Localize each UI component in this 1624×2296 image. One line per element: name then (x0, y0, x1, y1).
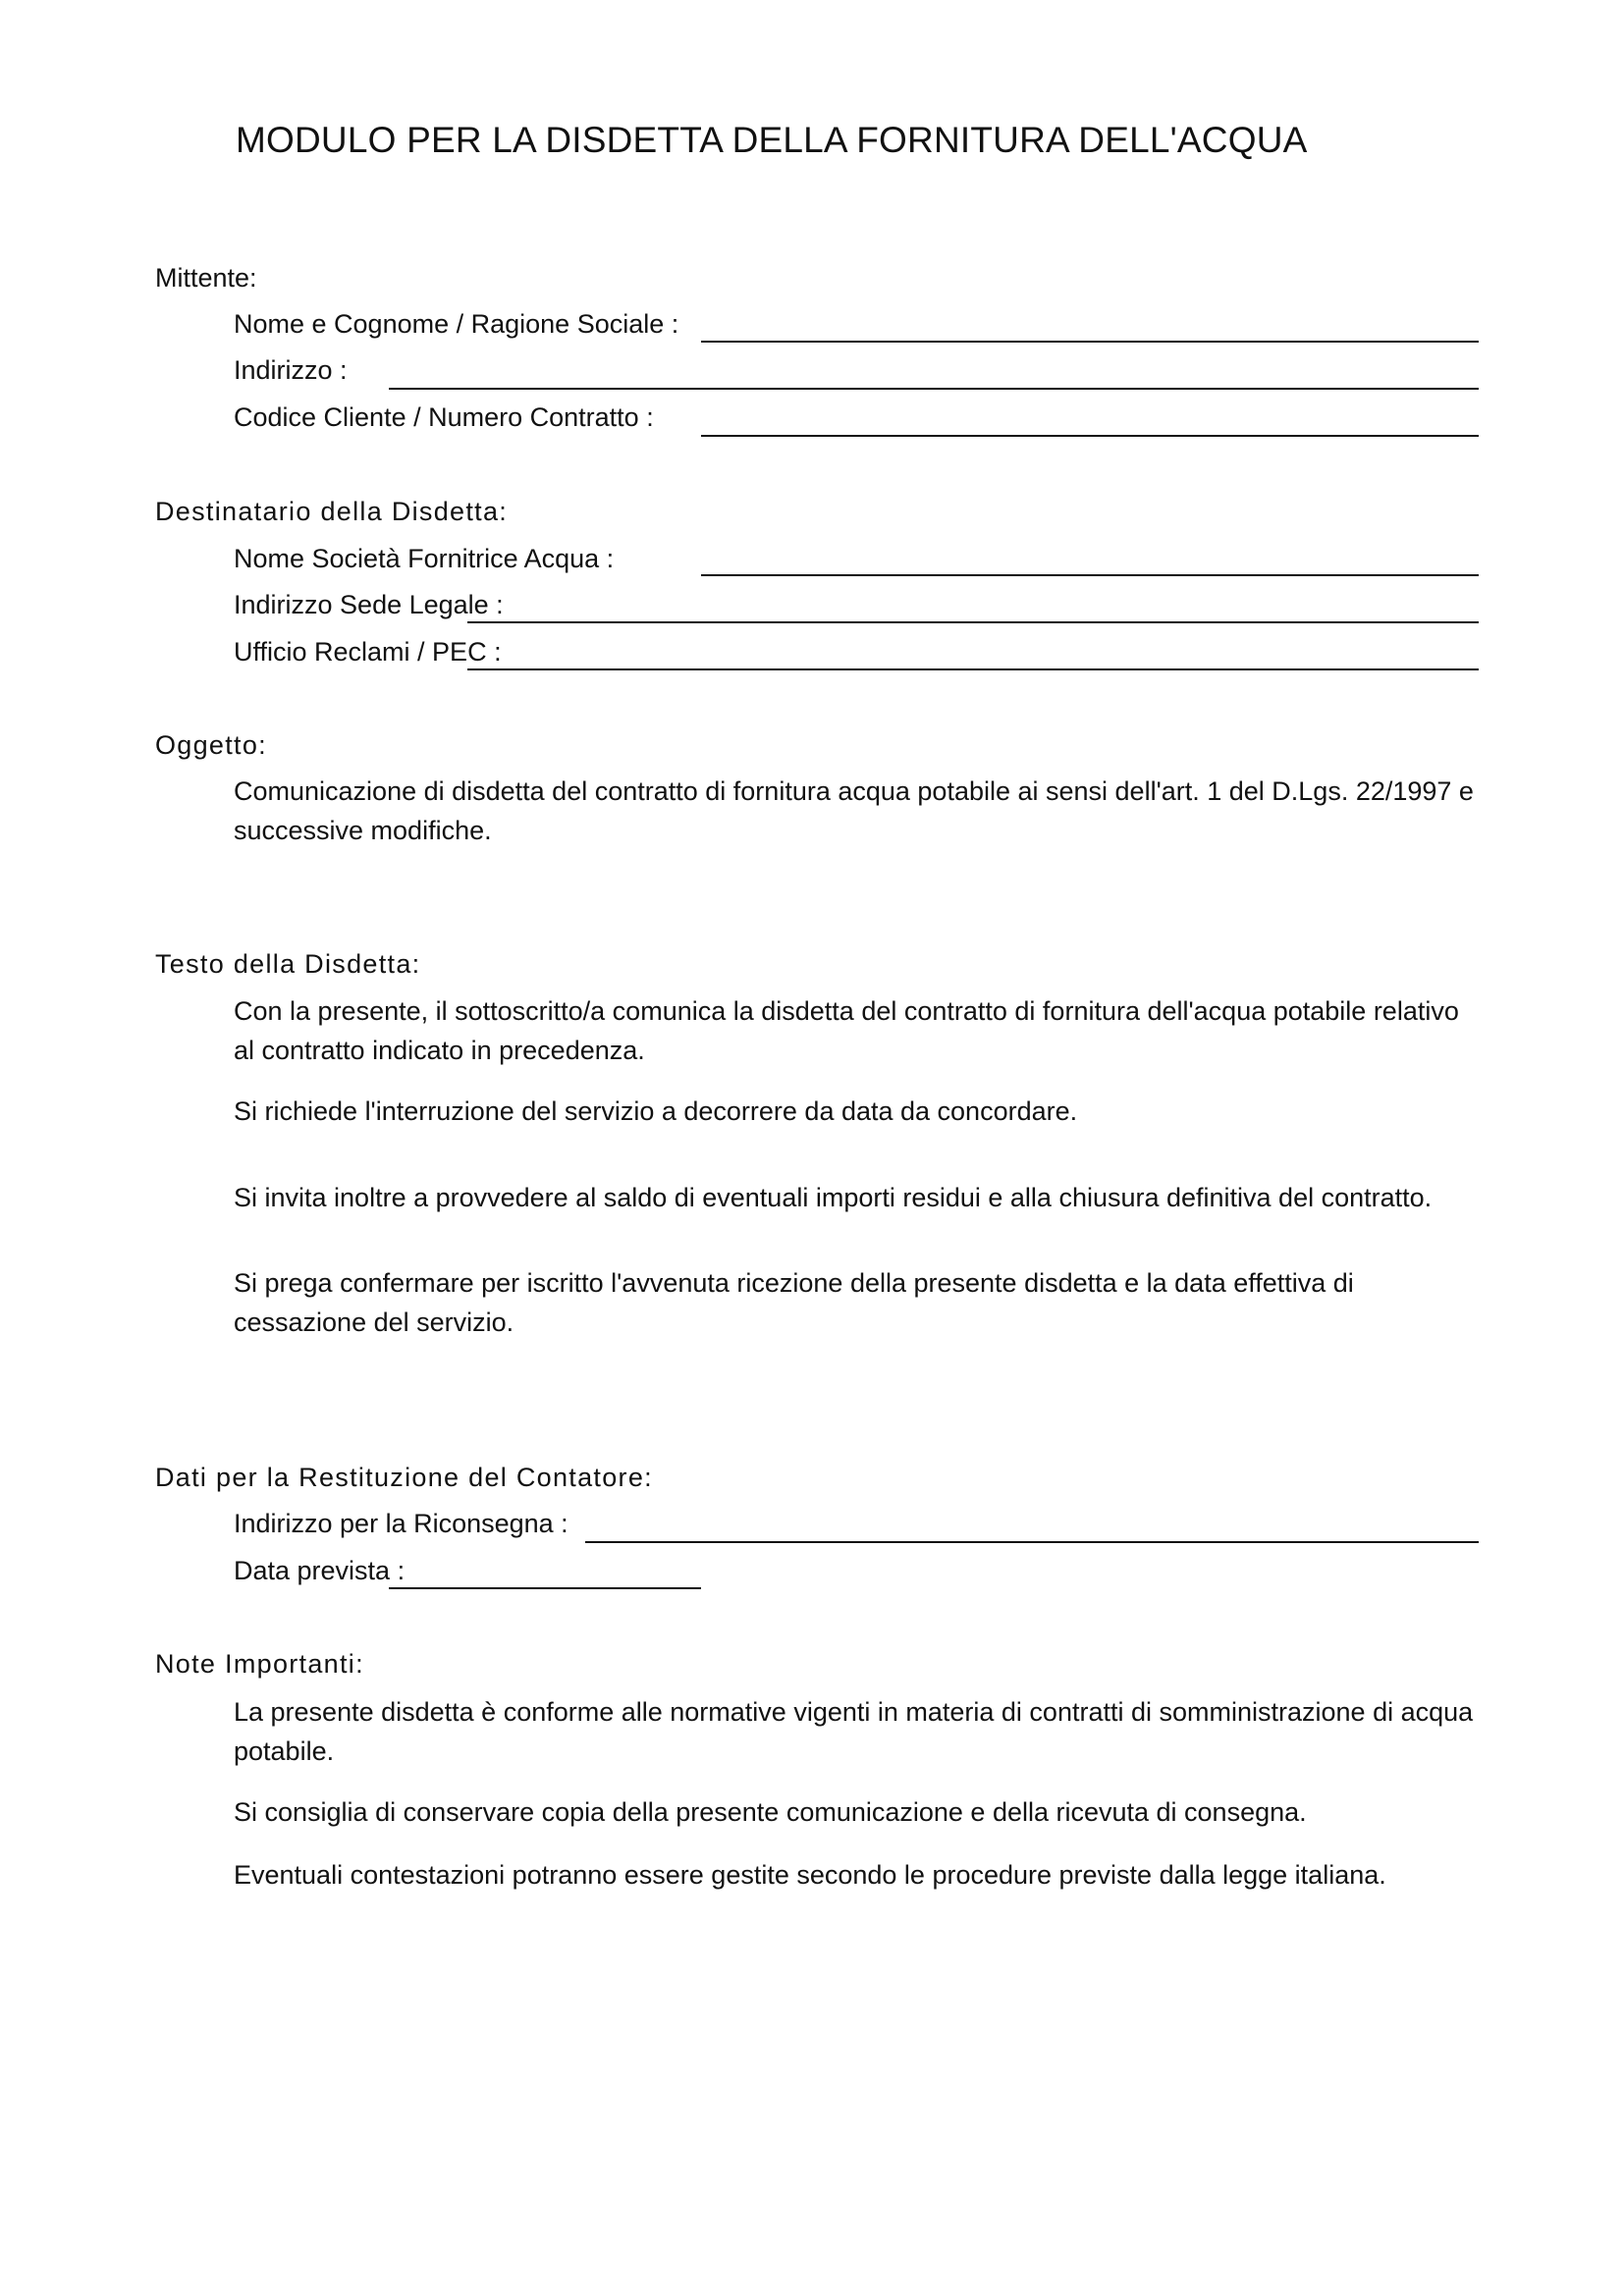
notes-paragraph: Eventuali contestazioni potranno essere gestite secondo le procedure previste dalla legge italiana. (234, 1860, 1386, 1890)
subject-heading: Oggetto: (155, 730, 267, 760)
notes-paragraph: La presente disdetta è conforme alle normative vigenti in materia di contratti di somministrazione di acqua potabile. (234, 1697, 1474, 1766)
meter-return-date-label: Data prevista : (234, 1556, 406, 1585)
meter-return-address-field[interactable] (585, 1541, 1479, 1543)
sender-address-field[interactable] (389, 388, 1479, 390)
sender-name-label: Nome e Cognome / Ragione Sociale : (234, 309, 679, 339)
body-paragraph: Si invita inoltre a provvedere al saldo di eventuali importi residui e alla chiusura definitiva del contratto. (234, 1183, 1433, 1212)
sender-name-field[interactable] (701, 341, 1479, 343)
sender-customer-code-field[interactable] (701, 435, 1479, 437)
notes-paragraph: Si consiglia di conservare copia della presente comunicazione e della ricevuta di consegna. (234, 1797, 1307, 1827)
recipient-heading: Destinatario della Disdetta: (155, 497, 509, 526)
body-paragraph: Si prega confermare per iscritto l'avvenuta ricezione della presente disdetta e la data effettiva di cessazione del servizio. (234, 1268, 1354, 1337)
recipient-claims-label: Ufficio Reclami / PEC : (234, 637, 502, 667)
recipient-office-address-label: Indirizzo Sede Legale : (234, 590, 504, 619)
sender-heading: Mittente: (155, 263, 257, 293)
page-title: MODULO PER LA DISDETTA DELLA FORNITURA DELL'ACQUA (236, 120, 1308, 160)
recipient-office-address-field[interactable] (467, 621, 1479, 623)
body-paragraph: Con la presente, il sottoscritto/a comunica la disdetta del contratto di fornitura dell'acqua potabile relativo al contratto indicato in precedenza. (234, 996, 1459, 1065)
subject-text: Comunicazione di disdetta del contratto di fornitura acqua potabile ai sensi dell'art. 1 del D.Lgs. 22/1997 e successive modifiche. (234, 776, 1474, 845)
recipient-company-label: Nome Società Fornitrice Acqua : (234, 544, 615, 573)
meter-return-heading: Dati per la Restituzione del Contatore: (155, 1463, 653, 1492)
sender-customer-code-label: Codice Cliente / Numero Contratto : (234, 402, 654, 432)
recipient-claims-field[interactable] (467, 668, 1479, 670)
meter-return-address-label: Indirizzo per la Riconsegna : (234, 1509, 568, 1538)
sender-address-label: Indirizzo : (234, 355, 348, 385)
notes-heading: Note Importanti: (155, 1649, 364, 1679)
body-paragraph: Si richiede l'interruzione del servizio a decorrere da data da concordare. (234, 1096, 1078, 1126)
body-heading: Testo della Disdetta: (155, 949, 421, 979)
recipient-company-field[interactable] (701, 574, 1479, 576)
meter-return-date-field[interactable] (389, 1587, 701, 1589)
